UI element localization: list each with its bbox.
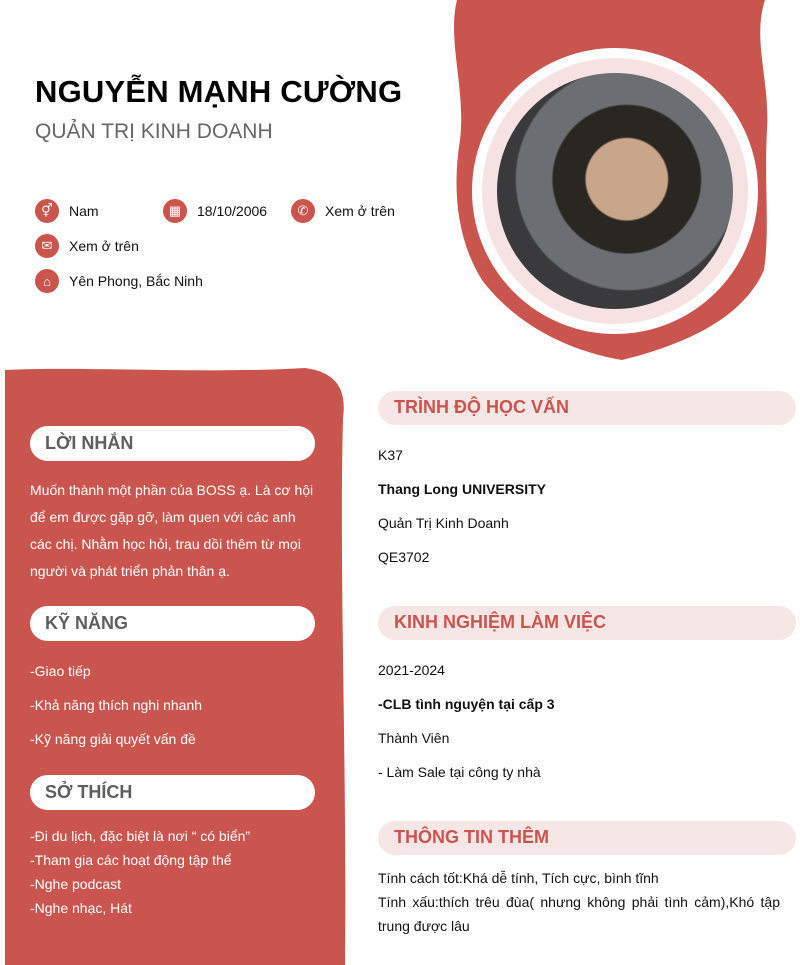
skill-item: -Kỹ năng giải quyết vấn đề <box>30 731 196 747</box>
avatar-photo <box>497 73 733 309</box>
dob-value: 18/10/2006 <box>197 203 268 219</box>
home-icon: ⌂ <box>35 269 59 293</box>
dob-info <box>163 199 267 223</box>
phone-info <box>291 199 395 223</box>
experience-item: Thành Viên <box>378 730 450 746</box>
experience-heading: KINH NGHIỆM LÀM VIỆC <box>378 606 796 640</box>
calendar-icon: ▦ <box>163 199 187 223</box>
email-info <box>35 234 139 258</box>
hobby-item: -Nghe nhạc, Hát <box>30 900 132 916</box>
phone-icon: ✆ <box>291 199 315 223</box>
extra-heading: THÔNG TIN THÊM <box>378 821 796 855</box>
address-info <box>35 269 203 293</box>
skill-item: -Giao tiếp <box>30 663 91 679</box>
message-heading: LỜI NHẮN <box>30 426 315 461</box>
skill-item: -Khả năng thích nghi nhanh <box>30 697 203 713</box>
education-item: K37 <box>378 447 403 463</box>
experience-item: 2021-2024 <box>378 662 445 678</box>
education-item: Quản Trị Kinh Doanh <box>378 515 509 531</box>
hobbies-list <box>30 824 315 920</box>
hobbies-heading: SỞ THÍCH <box>30 775 315 810</box>
phone-value: Xem ở trên <box>325 203 395 219</box>
gender-icon: ⚥ <box>35 199 59 223</box>
email-value: Xem ở trên <box>69 238 139 254</box>
education-heading: TRÌNH ĐỘ HỌC VẤN <box>378 391 796 425</box>
extra-item: Tính xấu:thích trêu đùa( nhưng không phải tình cảm),Khó tập trung được lâu <box>378 894 780 934</box>
extra-list <box>378 866 780 938</box>
experience-list <box>378 653 780 789</box>
education-list <box>378 438 780 574</box>
email-icon: ✉ <box>35 234 59 258</box>
gender-info <box>35 199 99 223</box>
hobby-item: -Tham gia các hoạt động tập thể <box>30 852 232 868</box>
experience-item: -CLB tình nguyện tại cấp 3 <box>378 696 555 712</box>
hobby-item: -Đi du lịch, đặc biệt là nơi “ có biển” <box>30 828 251 844</box>
education-item: QE3702 <box>378 549 430 565</box>
skills-heading: KỸ NĂNG <box>30 606 315 641</box>
extra-item: Tính cách tốt:Khá dễ tính, Tích cực, bình tĩnh <box>378 870 659 886</box>
experience-item: - Làm Sale tại công ty nhà <box>378 764 541 780</box>
skills-list <box>30 654 315 756</box>
education-item: Thang Long UNIVERSITY <box>378 481 546 497</box>
message-text: Muốn thành một phần của BOSS ạ. Là cơ hội để em được gặp gỡ, làm quen với các anh các chị. Nhằm học hỏi, trau dồi thêm từ mọi người và phát triển phản thân ạ. <box>30 482 314 579</box>
candidate-role: QUẢN TRỊ KINH DOANH <box>35 120 273 143</box>
candidate-name: NGUYỄN MẠNH CƯỜNG <box>35 74 403 109</box>
hobby-item: -Nghe podcast <box>30 876 122 892</box>
gender-value: Nam <box>69 203 99 219</box>
address-value: Yên Phong, Bắc Ninh <box>69 273 203 289</box>
